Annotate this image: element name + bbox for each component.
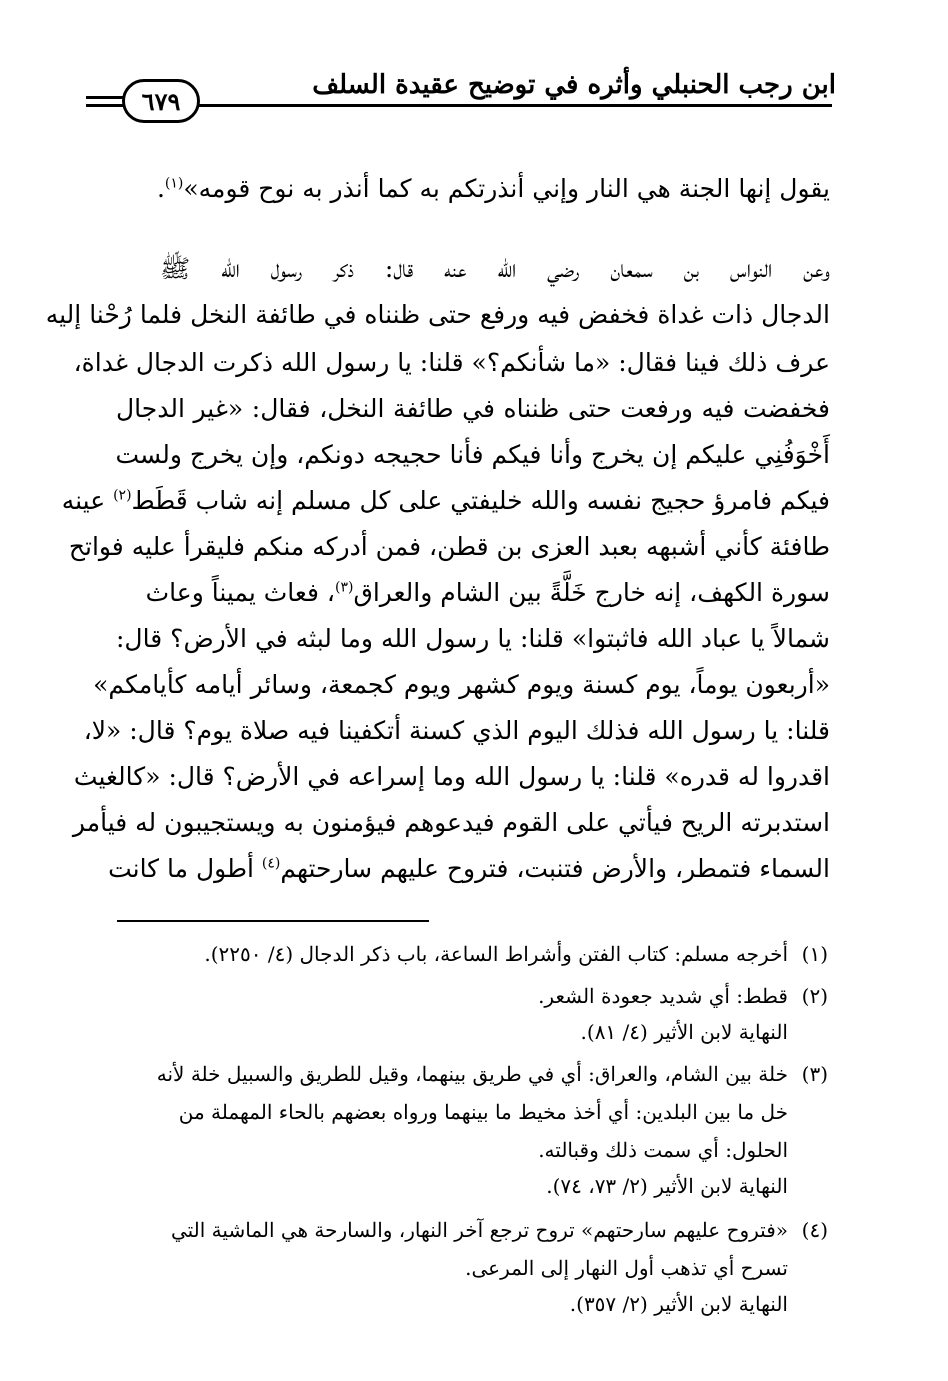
footnote-ref-2: (٢) [113, 487, 132, 504]
footnote-4-line-2: تسرح أي تذهب أول النهار إلى المرعى. [465, 1256, 788, 1280]
footnote-number-1: (١) [801, 942, 828, 966]
header-rule [194, 104, 832, 107]
footnote-ref-1: (١) [164, 175, 184, 192]
body-line-14: استدبرته الريح فيأتي على القوم فيدعوهم فيؤمنون به ويستجيبون له فيأمر [72, 808, 830, 837]
footnote-2-line-2: النهاية لابن الأثير (٤/ ٨١). [580, 1020, 788, 1044]
footnote-ref-4: (٤) [261, 855, 281, 872]
body-line-4: عرف ذلك فينا فقال: «ما شأنكم؟» قلنا: يا رسول الله ذكرت الدجال غداة، [73, 348, 830, 377]
footnote-number-4: (٤) [801, 1218, 828, 1242]
footnote-separator [117, 920, 429, 922]
footnote-1-line-1: أخرجه مسلم: كتاب الفتن وأشراط الساعة، باب ذكر الدجال (٤/ ٢٢٥٠). [204, 942, 788, 966]
body-line-10: شمالاً يا عباد الله فاثبتوا» قلنا: يا رسول الله وما لبثه في الأرض؟ قال: [116, 624, 830, 653]
body-line-13: اقدروا له قدره» قلنا: يا رسول الله وما إسراعه في الأرض؟ قال: «كالغيث [73, 762, 830, 791]
page-number: ٦٧٩ [141, 86, 181, 116]
body-line-6: أَخْوَفُنِي عليكم إن يخرج وأنا فيكم فأنا حجيجه دونكم، وإن يخرج ولست [115, 440, 830, 469]
running-header-title: ابن رجب الحنبلي وأثره في توضيح عقيدة السلف [312, 70, 836, 100]
page-number-badge [122, 79, 200, 123]
footnote-4-line-3: النهاية لابن الأثير (٢/ ٣٥٧). [569, 1292, 788, 1316]
footnote-3-line-2: خل ما بين البلدين: أي أخذ مخيط ما بينهما ورواه بعضهم بالحاء المهملة من [178, 1100, 788, 1124]
body-line-3: الدجال ذات غداة فخفض فيه ورفع حتى ظنناه في طائفة النخل فلما رُحْنا إليه [45, 300, 830, 329]
body-line-11: «أربعون يوماً، يوم كسنة ويوم كشهر ويوم كجمعة، وسائر أيامه كأيامكم» [93, 670, 830, 699]
footnote-3-line-4: النهاية لابن الأثير (٢/ ٧٣، ٧٤). [546, 1174, 788, 1198]
footnote-2-line-1: قطط: أي شديد جعودة الشعر. [538, 984, 788, 1008]
body-line-5: فخفضت فيه ورفعت حتى ظنناه في طائفة النخل، فقال: «غير الدجال [116, 394, 830, 423]
footnote-4-line-1: «فتروح عليهم سارحتهم» تروح ترجع آخر النهار، والسارحة هي الماشية التي [170, 1218, 788, 1242]
body-line-7: فيكم فامرؤ حجيج نفسه والله خليفتي على كل مسلم إنه شاب قَطَط$^{(٢)}$ عينه [61, 486, 830, 515]
header-rule-left-bottom [86, 104, 126, 107]
footnote-ref-3: (٣) [334, 579, 354, 596]
footnote-3-line-3: الحلول: أي سمت ذلك وقبالته. [538, 1138, 788, 1162]
body-line-12: قلنا: يا رسول الله فذلك اليوم الذي كسنة أتكفينا فيه صلاة يوم؟ قال: «لا، [83, 716, 830, 745]
footnote-3-line-1: خلة بين الشام، والعراق: أي في طريق بينهما، وقيل للطريق والسبيل خلة لأنه [156, 1062, 788, 1086]
body-line-1: يقول إنها الجنة هي النار وإني أنذرتكم به كما أنذر به نوح قومه»$^{(١)}$. [156, 174, 830, 203]
header-rule-left-top [86, 96, 126, 99]
footnote-number-3: (٣) [801, 1062, 828, 1086]
body-line-8: طافئة كأني أشبهه بعبد العزى بن قطن، فمن أدركه منكم فليقرأ عليه فواتح [68, 532, 830, 561]
footnote-number-2: (٢) [801, 984, 828, 1008]
body-line-15: السماء فتمطر، والأرض فتنبت، فتروح عليهم سارحتهم$^{(٤)}$ أطول ما كانت [108, 854, 830, 883]
body-line-2: وعن النواس بن سمعان رضي الله عنه قال: ذكر رسول الله ﷺ [160, 254, 830, 283]
body-line-9: سورة الكهف، إنه خارج خَلَّةً بين الشام والعراق$^{(٣)}$، فعاث يميناً وعاث [145, 578, 830, 607]
